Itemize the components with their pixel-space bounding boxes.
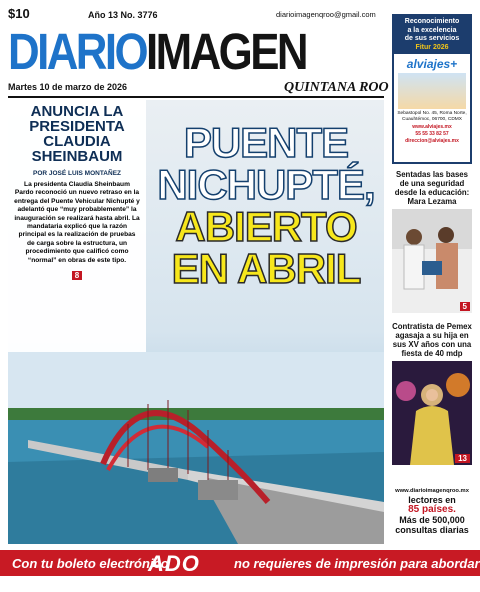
ad-address: Sebastopol No. 45, Roma Norte, Cuauhtémoc, 06700, CDMX [397,111,467,122]
side-story-2[interactable] [392,322,472,465]
headline-line-3: ABIERTO [175,203,357,250]
ad-email[interactable]: direccion@alviajes.mx [405,138,459,144]
lead-text-column [8,100,146,352]
bridge-photo [8,352,384,544]
issue-number: Año 13 No. 3776 [88,10,158,20]
contact-email[interactable]: diarioimagenqroo@gmail.com [276,10,376,19]
headline-line-1: PUENTE [183,119,349,166]
masthead-divider [8,96,384,98]
readers-line-4: consultas diarias [395,525,469,535]
alviajes-ad[interactable] [392,14,472,164]
ad-phone: 55 55 33 82 57 [415,131,449,137]
ad-head-line-2: a la excelencia [407,26,457,34]
readers-website[interactable]: www.diarioimagenqroo.mx [395,488,469,494]
newspaper-logo [8,23,306,80]
ad-brand-logo: alviajes+ [406,57,458,71]
lead-kicker: ANUNCIA LA PRESIDENTA CLAUDIA SHEINBAUM [29,103,125,165]
lead-body: La presidenta Claudia Sheinbaum Pardo reconoció un nuevo retraso en la entrega del Puente Vehicular Nichupté y adelantó que “muy probablemente” la inauguración se realizará hasta abril. La mandataria explicó que la razón principal es la realización de pruebas de carga sobre la estructura, un procedimiento que calificó como “normal” en obras de este tipo. [14,181,140,264]
readers-line-1: lectores en [408,495,456,505]
ad-head-line-1: Reconocimiento [404,18,460,25]
logo-diario: DIARIO [8,23,147,80]
readership-box [392,488,472,535]
side-story-1-title: Sentadas las bases de una seguridad desde la educación: Mara Lezama [394,170,470,206]
ad-website[interactable]: www.alviajes.mx [412,124,452,130]
side-story-2-page: 13 [455,454,470,463]
ad-header [394,16,470,54]
readers-line-2: 85 países. [408,504,456,515]
side-story-2-title: Contratista de Pemex agasaja a su hija en sus XV años con una fiesta de 40 mdp [392,322,472,358]
ad-head-line-4: Fitur 2026 [415,43,449,51]
readers-line-3: Más de 500,000 [399,515,465,525]
side-story-1[interactable] [392,170,472,313]
side-story-2-photo [392,361,472,465]
lead-headline [148,119,384,292]
ad-landmark-image [398,73,466,109]
lead-story[interactable] [8,100,384,544]
headline-line-2: NICHUPTÉ, [157,161,375,208]
ado-logo: ADO [148,551,200,576]
logo-imagen: IMAGEN [146,23,306,80]
lead-page-badge: 8 [72,271,82,280]
headline-line-4: EN ABRIL [171,245,361,292]
price: $10 [8,6,30,21]
side-story-1-photo [392,209,472,313]
publication-date: Martes 10 de marzo de 2026 [8,82,128,92]
lead-byline: POR JOSÉ LUIS MONTAÑEZ [33,170,121,177]
region-name: QUINTANA ROO [284,80,389,95]
banner-text-1: Con tu boleto electrónico [12,556,169,571]
ado-ad-banner[interactable] [0,550,480,576]
side-story-1-page: 5 [460,302,470,311]
ad-head-line-3: de sus servicios [404,35,460,42]
banner-text-2: no requieres de impresión para abordar [234,556,480,571]
